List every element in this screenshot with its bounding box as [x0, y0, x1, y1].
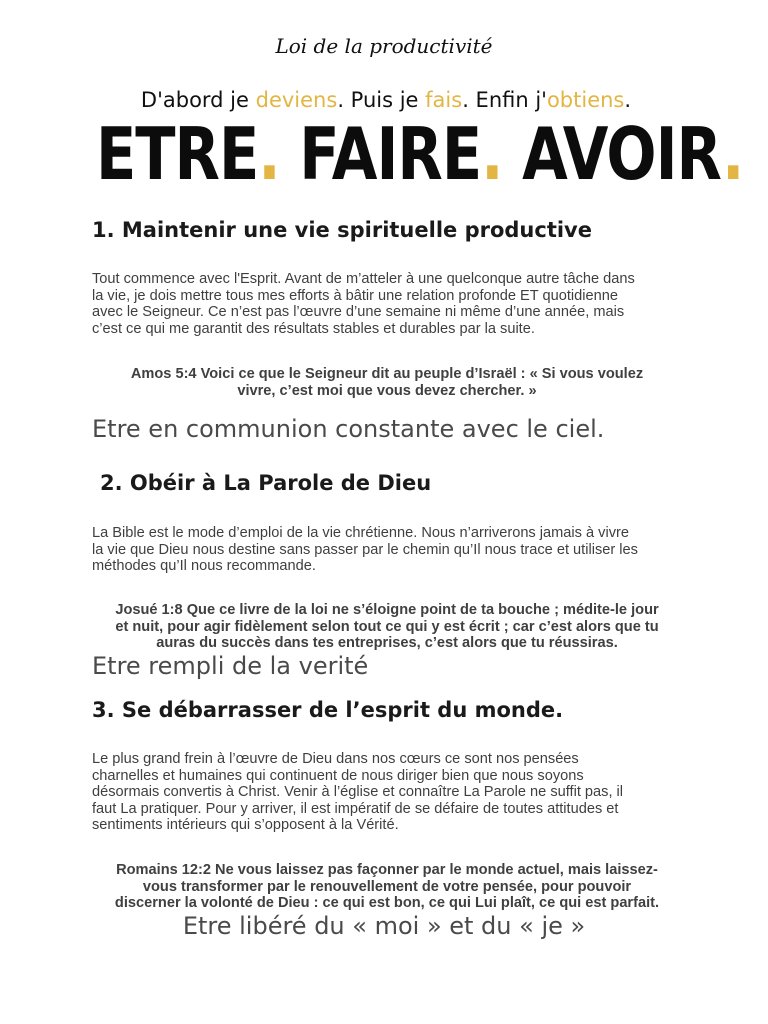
section-2-heading: 2. Obéir à La Parole de Dieu — [100, 471, 432, 495]
word-faire: FAIRE — [299, 112, 482, 197]
word-etre: ETRE — [96, 112, 259, 197]
section-3-verse: Romains 12:2 Ne vous laissez pas façonner par le monde actuel, mais laissez- vous transformer par le renouvellement de votre pensée, pour pouvoir discerner la volonté de Dieu : ce qui est bon, ce qui Lui plaît, ce qui est parfait. — [114, 862, 660, 912]
gold-dot: . — [258, 112, 280, 197]
section-1-paragraph: Tout commence avec l'Esprit. Avant de m’atteler à une quelconque autre tâche dans la vie, je dois mettre tous mes efforts à bâtir une relation profonde ET quotidienne avec le Seigneur. Ce n’est pas l’œuvre d’une semaine ni même d’une année, mais c’est ce qui me garantit des résultats stables et durables par la suite. — [92, 271, 635, 337]
section-1-heading: 1. Maintenir une vie spirituelle productive — [92, 218, 592, 242]
banner-big-words — [96, 112, 744, 197]
section-2-motto: Etre rempli de la verité — [92, 652, 369, 680]
highlight-obtiens: obtiens — [546, 88, 625, 112]
highlight-deviens: deviens — [255, 88, 338, 112]
section-3-paragraph: Le plus grand frein à l’œuvre de Dieu dans nos cœurs ce sont nos pensées charnelles et humaines qui continuent de nous diriger bien que nous soyons désormais convertis à Christ. Venir à l’église et connaître La Parole ne suffit pas, il faut La pratiquer. Pour y arriver, il est impératif de se défaire de toutes attitudes et sentiments intérieurs qui s’opposent à la Vérité. — [92, 751, 624, 834]
banner-motto: D'abord je deviens. Puis je fais. Enfin j'obtiens. — [140, 88, 632, 112]
section-2-verse: Josué 1:8 Que ce livre de la loi ne s’éloigne point de ta bouche ; médite-le jour et nuit, pour agir fidèlement selon tout ce qui y est écrit ; car c’est alors que tu auras du succès dans tes entreprises, c’est alors que tu réussiras. — [115, 602, 659, 652]
gold-dot: . — [722, 112, 744, 197]
section-3-heading: 3. Se débarrasser de l’esprit du monde. — [92, 698, 564, 722]
motto-banner — [96, 80, 744, 197]
word-avoir: AVOIR — [522, 112, 723, 197]
document-title: Loi de la productivité — [275, 34, 493, 58]
highlight-fais: fais — [425, 88, 463, 112]
section-3-motto: Etre libéré du « moi » et du « je » — [182, 912, 586, 940]
section-2-paragraph: La Bible est le mode d’emploi de la vie chrétienne. Nous n’arriverons jamais à vivre la vie que Dieu nous destine sans passer par le chemin qu’Il nous trace et utiliser les méthodes qu’Il nous recommande. — [92, 525, 638, 575]
section-1-verse: Amos 5:4 Voici ce que le Seigneur dit au peuple d’Israël : « Si vous voulez vivre, c’est moi que vous devez chercher. » — [130, 366, 644, 399]
section-1-motto: Etre en communion constante avec le ciel. — [92, 415, 605, 443]
gold-dot: . — [481, 112, 503, 197]
